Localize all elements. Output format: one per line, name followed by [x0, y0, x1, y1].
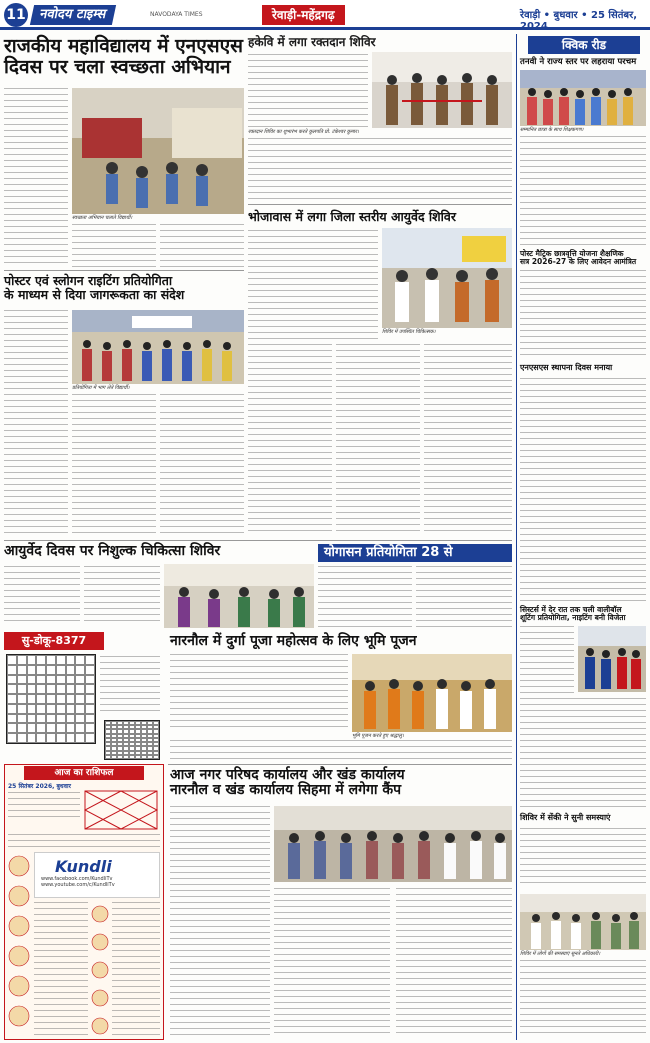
swachhata-headline-line2: दिवस पर चला स्वच्छता अभियान	[4, 55, 231, 78]
kundli-ad	[34, 852, 160, 898]
bhojawas-photo	[382, 228, 512, 328]
swachhata-photo	[72, 88, 244, 214]
qr-item5-body	[520, 828, 646, 888]
qr-item4-headline-line1: सिस्टर्स में देर रात तक चली वालीबॉल	[520, 605, 622, 614]
swachhata-body-col1	[4, 88, 68, 268]
divider	[168, 764, 512, 765]
ayurveda-body-col2	[84, 566, 160, 626]
bhojawas-body-top	[248, 230, 378, 340]
durga-headline-box	[170, 634, 512, 649]
yoga-body-col2	[416, 566, 512, 628]
swachhata-caption: स्वच्छता अभियान चलाते विद्यार्थी।	[72, 215, 133, 221]
poster-body-col2	[72, 394, 156, 536]
swachhata-body-col2	[72, 224, 156, 268]
qr-item2	[520, 250, 646, 267]
qr-item5-caption: शिविर में लोगों की समस्याएं सुनते अधिकारी।	[520, 951, 601, 957]
durga-body-top	[170, 654, 348, 732]
qr-item2-headline-line2: सत्र 2026-27 के लिए आवेदन आमंत्रित	[520, 257, 637, 267]
bhojawas-headline-box	[248, 210, 512, 224]
qr-item2-headline-line1: पोस्ट मैट्रिक छात्रवृत्ति योजना शैक्षणिक	[520, 249, 624, 258]
raktdaan-photo	[372, 52, 512, 128]
quick-read-label: क्विक रीड	[528, 36, 640, 54]
camp-headline-box	[170, 768, 512, 799]
yoga-headline: योगासन प्रतियोगिता 28 से	[324, 545, 453, 560]
column-divider	[516, 34, 517, 1040]
poster-body-col1	[4, 310, 68, 536]
poster-photo	[72, 310, 244, 384]
sudoku-solution-grid	[104, 720, 160, 760]
qr-item5-photo	[520, 894, 646, 950]
ayurveda-photo	[164, 564, 314, 628]
yoga-headline-box	[318, 544, 512, 562]
yoga-body-col1	[318, 566, 412, 628]
qr-item1-caption: सम्मानित छात्रा के साथ शिक्षकगण।	[520, 127, 584, 133]
ayurveda-headline: आयुर्वेद दिवस पर निशुल्क चिकित्सा शिविर	[4, 543, 221, 559]
bhojawas-headline: भोजावास में लगा जिला स्तरीय आयुर्वेद शिविर	[248, 209, 456, 224]
durga-photo	[352, 654, 512, 732]
raktdaan-body	[248, 138, 512, 200]
sudoku-banner	[4, 632, 164, 652]
sudoku-grid	[6, 654, 96, 744]
masthead: नवोदय टाइम्स	[30, 5, 116, 25]
poster-headline-line2: के माध्यम से दिया जागरूकता का संदेश	[4, 286, 185, 302]
bhojawas-caption: शिविर में उपस्थित चिकित्सक।	[382, 329, 436, 335]
qr-item1-headline: तनवी ने राज्य स्तर पर लहराया परचम	[520, 57, 637, 67]
raktdaan-headline: हकेवि में लगा रक्तदान शिविर	[248, 35, 376, 49]
sudoku-label: सु-डोकू-8377	[4, 632, 104, 650]
swachhata-headline-line1: राजकीय महाविद्यालय में एनएसएस	[4, 35, 243, 57]
qr-item4-body-a	[520, 626, 574, 696]
divider	[4, 270, 244, 271]
date-line: रेवाड़ी • बुधवार • 25 सितंबर, 2024	[520, 10, 638, 32]
kundli-chart	[84, 790, 158, 830]
qr-item4-body-b	[520, 698, 646, 810]
camp-photo	[274, 806, 512, 882]
edition-label: रेवाड़ी-महेंद्रगढ़	[262, 5, 345, 25]
rashifal-date: 25 सितंबर 2026, बुधवार	[8, 783, 71, 790]
camp-body-col1	[170, 806, 270, 1038]
qr-item3	[520, 364, 646, 373]
camp-body-col3	[396, 888, 512, 1038]
swachhata-headline	[4, 36, 244, 78]
qr-item1-body	[520, 136, 646, 246]
bhojawas-body-col3	[424, 344, 512, 536]
camp-headline-line1: आज नगर परिषद कार्यालय और खंड कार्यालय	[170, 767, 405, 783]
page-number: 11	[4, 3, 28, 27]
poster-headline-line1: पोस्टर एवं स्लोगन राइटिंग प्रतियोगिता	[4, 273, 173, 288]
bhojawas-body-col2	[336, 344, 420, 536]
qr-item4-photo	[578, 626, 646, 692]
sudoku-instructions	[100, 656, 160, 716]
qr-item4-headline-line2: शूटिंग प्रतियोगिता, नाइटिंग बनी विजेता	[520, 613, 626, 623]
durga-body-bottom	[170, 740, 512, 760]
durga-caption: भूमि पूजन करते हुए श्रद्धालु।	[352, 733, 404, 739]
raktdaan-caption: रक्तदान शिविर का शुभारंभ करते कुलपति प्रो. टंकेश्वर कुमार।	[248, 129, 359, 135]
kundli-brand: Kundli	[55, 857, 112, 876]
ayurveda-body-col1	[4, 566, 80, 626]
qr-item5	[520, 814, 646, 823]
qr-item1	[520, 58, 646, 67]
rashifal-label: आज का राशिफल	[24, 766, 144, 780]
divider	[248, 204, 512, 205]
rashi-icons-col1	[6, 852, 32, 1038]
masthead-small: NAVODAYA TIMES	[150, 11, 203, 18]
rashifal-intro	[8, 792, 80, 822]
rashifal-text-col2	[112, 902, 160, 1038]
raktdaan-body-top	[248, 54, 368, 132]
qr-item4	[520, 606, 646, 623]
ayurveda-headline-box	[4, 544, 314, 559]
camp-headline-line2: नारनौल व खंड कार्यालय सिहमा में लगेगा कैंप	[170, 782, 402, 799]
qr-item5-body-b	[520, 960, 646, 1038]
bhojawas-body-col1	[248, 344, 332, 536]
qr-item3-headline: एनएसएस स्थापना दिवस मनाया	[520, 363, 613, 372]
qr-item3-body	[520, 378, 646, 604]
rashi-icons-col2	[90, 902, 110, 1038]
qr-item1-photo	[520, 70, 646, 126]
qr-item2-body	[520, 270, 646, 360]
raktdaan-headline-box	[248, 36, 488, 49]
qr-item5-headline: शिविर में सेंकी ने सुनी समस्याएं	[520, 813, 611, 822]
camp-body-col2	[274, 888, 390, 1038]
poster-caption: प्रतियोगिता में भाग लेते विद्यार्थी।	[72, 385, 130, 391]
divider	[4, 540, 512, 541]
kundli-facebook[interactable]: www.facebook.com/KundliTv	[41, 876, 113, 882]
swachhata-body-col3	[160, 224, 244, 268]
rashifal-text-col1	[34, 902, 88, 1038]
poster-headline-box	[4, 274, 244, 302]
kundli-youtube[interactable]: www.youtube.com/c/KundliTv	[41, 882, 115, 888]
rashifal-row	[8, 834, 160, 848]
durga-headline: नारनौल में दुर्गा पूजा महोत्सव के लिए भूमि पूजन	[170, 633, 417, 649]
poster-body-col3	[160, 394, 244, 536]
